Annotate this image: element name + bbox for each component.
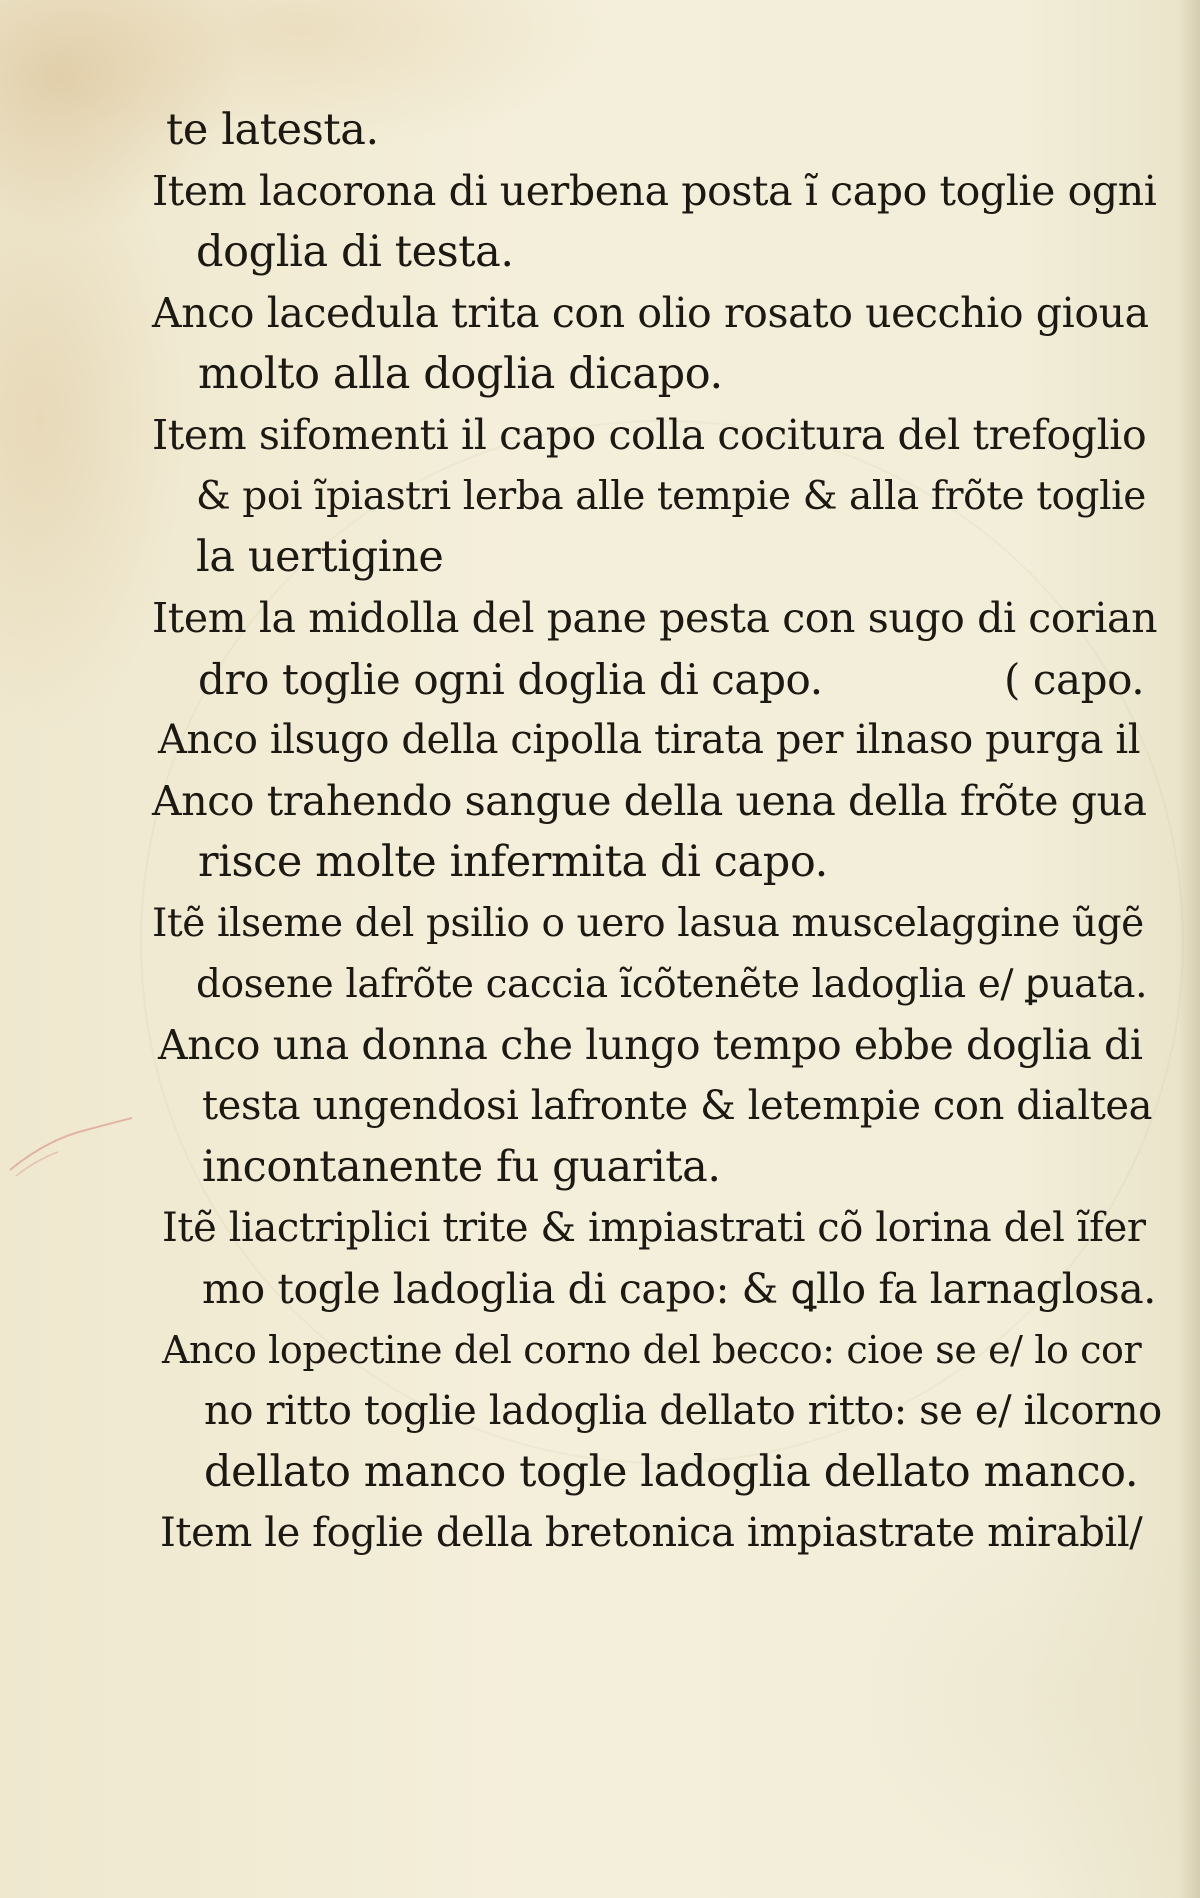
text-line: Itẽ liactriplici trite & impiastrati cõ lorina del ĩfer — [162, 1205, 1146, 1251]
text-line: dellato manco togle ladoglia dellato manco. — [204, 1447, 1139, 1497]
text-line: Anco trahendo sangue della uena della frõte gua — [152, 777, 1147, 825]
text-line: Anco lopectine del corno del becco: cioe se e/ lo cor — [162, 1328, 1142, 1372]
text-line: incontanente fu guarita. — [202, 1142, 721, 1192]
text-line: Item la midolla del pane pesta con sugo di corian — [152, 594, 1158, 642]
page-edge-shadow — [1178, 0, 1200, 1898]
text-line: Anco una donna che lungo tempo ebbe doglia di — [158, 1021, 1143, 1069]
text-line: Item le foglie della bretonica impiastrate mirabil/ — [160, 1510, 1143, 1556]
red-ink-mark — [6, 1100, 136, 1180]
incunable-text — [152, 100, 1162, 1564]
text-line: doglia di testa. — [196, 227, 514, 277]
text-line: Item lacorona di uerbena posta ĩ capo toglie ogni — [152, 167, 1157, 215]
text-line: Itẽ ilseme del psilio o uero lasua muscelaggine ũgẽ — [152, 901, 1144, 946]
text-line: Anco ilsugo della cipolla tirata per ilnaso purga il — [158, 717, 1141, 763]
text-line: risce molte infermita di capo. — [198, 837, 828, 887]
text-line: te latesta. — [166, 105, 379, 155]
text-line: mo togle ladoglia di capo: & ꝗllo fa larnaglosa. — [202, 1265, 1156, 1313]
text-line: Anco lacedula trita con olio rosato uecchio gioua — [152, 289, 1149, 337]
text-line: la uertigine — [196, 532, 444, 582]
text-line: dosene lafrõte caccia ĩcõtenẽte ladoglia e/ ꝑuata. — [196, 962, 1148, 1007]
text-line: testa ungendosi lafronte & letempie con dialtea — [202, 1083, 1153, 1129]
text-line: Item sifomenti il capo colla cocitura del trefoglio — [152, 411, 1147, 459]
text-line: no ritto toglie ladoglia dellato ritto: se e/ ilcorno — [204, 1388, 1162, 1434]
text-line: molto alla doglia dicapo. — [198, 349, 723, 399]
text-line: & poi ĩpiastri lerba alle tempie & alla frõte toglie — [196, 474, 1146, 519]
text-line: dro toglie ogni doglia di capo. ( capo. — [198, 655, 1145, 704]
